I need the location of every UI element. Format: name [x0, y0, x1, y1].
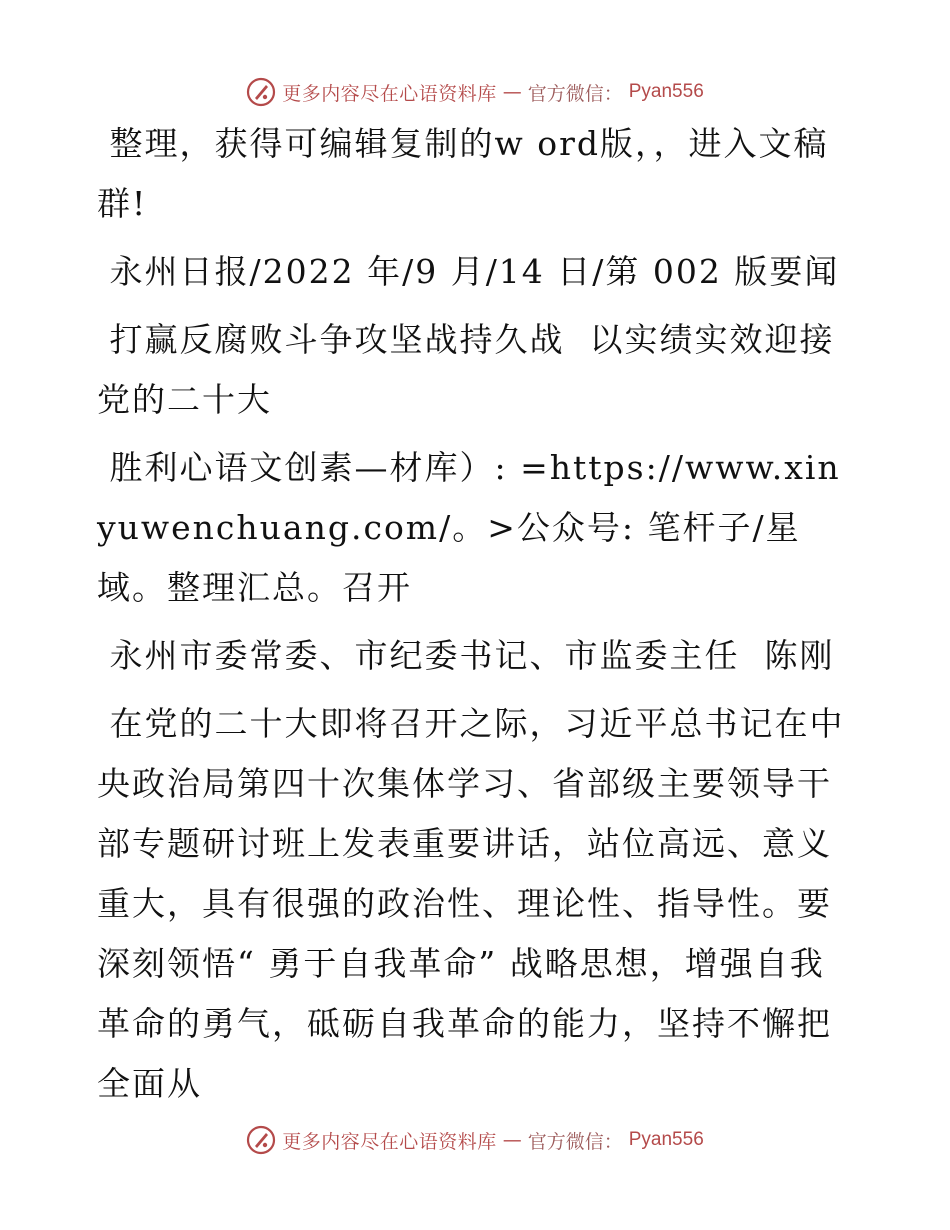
watermark-wechat-id: Pyan556	[628, 1129, 704, 1150]
paragraph-source-line: 永州日报/2022 年/9 月/14 日/第 002 版要闻	[97, 252, 840, 291]
watermark-text: 更多内容尽在心语资料库	[282, 1130, 497, 1153]
document-body	[97, 114, 857, 1114]
quill-logo-icon	[246, 1125, 276, 1155]
paragraph-article-title: 打赢反腐败斗争攻坚战持久战 以实绩实效迎接党的二十大	[97, 320, 835, 419]
paragraph-body: 在党的二十大即将召开之际，习近平总书记在中央政治局第四十次集体学习、省部级主要领导干部专题研讨班上发表重要讲话，站位高远、意义重大，具有很强的政治性、理论性、指导性。要深刻领悟“ 勇于自我革命” 战略思想，增强自我革命的勇气，砥砺自我革命的能力，坚持不懈把全面从	[97, 704, 845, 1103]
paragraph-author-line: 永州市委常委、市纪委书记、市监委主任 陈刚	[97, 636, 835, 675]
paragraph-intro-note: 整理，获得可编辑复制的w ord版，，进入文稿群!	[97, 124, 829, 223]
watermark-wechat-label: 官方微信：	[527, 1130, 623, 1153]
watermark-wechat-label: 官方微信：	[527, 82, 623, 105]
quill-logo-icon	[246, 77, 276, 107]
watermark-footer	[0, 1120, 950, 1160]
watermark-dash: —	[502, 81, 522, 103]
watermark-text: 更多内容尽在心语资料库	[282, 82, 497, 105]
watermark-wechat-id: Pyan556	[628, 81, 704, 102]
watermark-dash: —	[502, 1129, 522, 1151]
paragraph-source-note: 胜利心语文创素—材库）: =https://www.xinyuwenchuang.com/。>公众号: 笔杆子/星域。整理汇总。召开	[97, 448, 841, 607]
watermark-header	[0, 72, 950, 112]
